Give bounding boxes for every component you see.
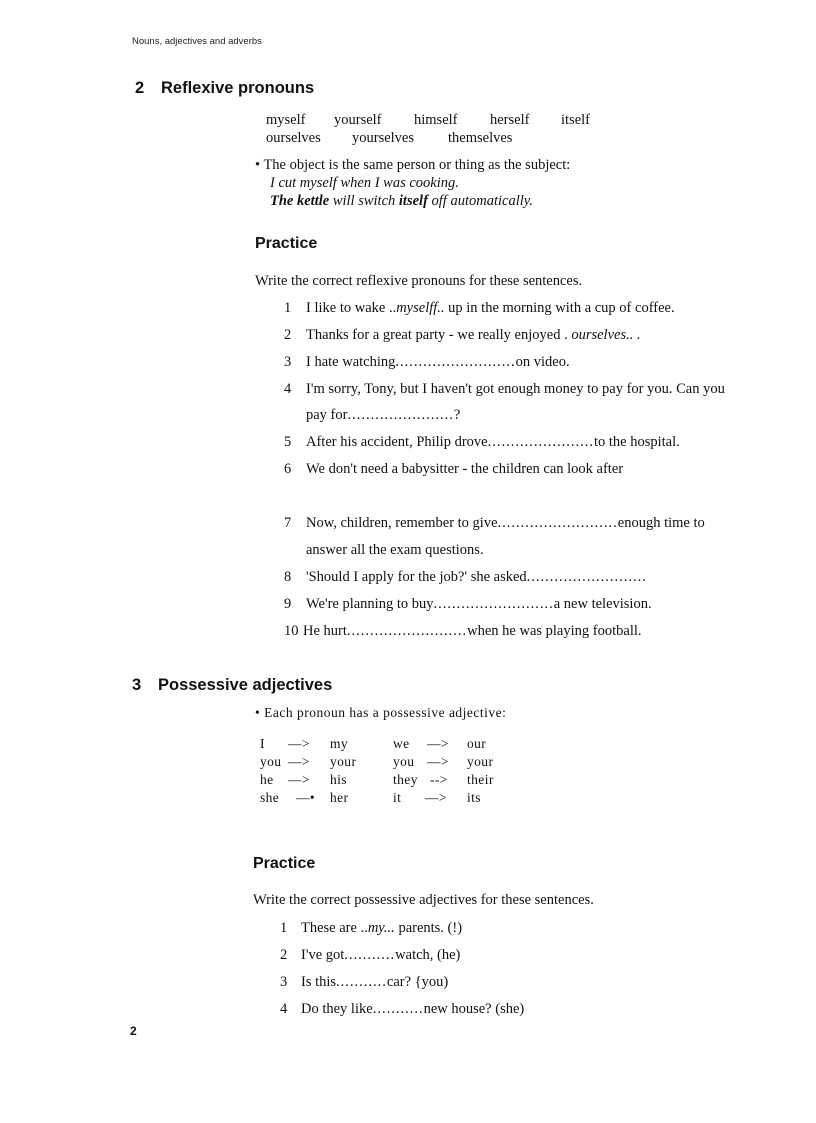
exercise-text-end: car? {you) <box>386 974 449 990</box>
answer-blank[interactable]: ........... <box>372 1001 424 1017</box>
table-cell: I <box>260 736 265 751</box>
practice-heading-1: Practice <box>255 235 318 252</box>
exercise-item <box>284 381 725 398</box>
exercise-text: These are .. <box>301 920 368 936</box>
exercise-text: I've got <box>301 947 345 963</box>
exercise-text: I hate watching <box>306 354 396 370</box>
exercise-text-end: a new television. <box>553 596 652 612</box>
example-sentence-1: I cut myself when I was cooking. <box>270 175 459 191</box>
example-subject: The kettle <box>270 193 330 209</box>
exercise-answer: ourselves.. . <box>571 327 641 343</box>
exercise-item-continued <box>284 407 460 424</box>
exercise-text-end: to the hospital. <box>593 434 680 450</box>
table-row <box>260 736 520 754</box>
exercise-number: 2 <box>280 947 288 963</box>
pronoun-themselves: themselves <box>448 130 513 146</box>
exercise-item <box>284 623 642 640</box>
exercise-text: We're planning to buy <box>306 596 434 612</box>
exercise-text: We don't need a babysitter - the children can look after <box>306 461 624 477</box>
exercise-item <box>280 974 448 991</box>
exercise-item <box>284 300 675 317</box>
pronoun-yourself: yourself <box>334 112 382 128</box>
exercise-text-end: new house? (she) <box>423 1001 525 1017</box>
pronoun-itself: itself <box>561 112 590 128</box>
exercise-text: answer all the exam questions. <box>306 542 484 558</box>
practice-instruction-2: Write the correct possessive adjectives for these sentences. <box>253 892 594 908</box>
answer-blank[interactable]: ........... <box>344 947 396 963</box>
pronoun-herself: herself <box>490 112 530 128</box>
exercise-text-end: ? <box>453 407 461 423</box>
exercise-number: 2 <box>284 327 292 343</box>
exercise-number: 7 <box>284 515 292 531</box>
exercise-text: 'Should I apply for the job?' she asked <box>306 569 527 585</box>
exercise-number: 4 <box>280 1001 288 1017</box>
table-cell: its <box>467 790 481 805</box>
answer-blank[interactable]: .......................... <box>433 596 554 612</box>
exercise-item <box>284 461 623 478</box>
rule-bullet: • The object is the same person or thing as the subject: <box>255 157 571 173</box>
arrow-cell: —> <box>288 772 310 787</box>
section-title: Possessive adjectives <box>158 676 333 694</box>
answer-blank[interactable]: ....................... <box>347 407 454 423</box>
table-cell: their <box>467 772 494 787</box>
section-title: Reflexive pronouns <box>161 79 315 97</box>
exercise-text-end: when he was playing football. <box>467 623 642 639</box>
practice-instruction-1: Write the correct reflexive pronouns for these sentences. <box>255 273 583 289</box>
example-sentence-2 <box>270 193 533 210</box>
exercise-number: 1 <box>284 300 292 316</box>
exercise-text: I like to wake .. <box>306 300 397 316</box>
table-cell: your <box>467 754 494 769</box>
exercise-number: 3 <box>284 354 292 370</box>
exercise-number: 1 <box>280 920 288 936</box>
section-number: 3 <box>132 676 142 694</box>
exercise-item <box>284 327 641 344</box>
exercise-answer: my... <box>367 920 395 936</box>
exercise-item <box>284 354 570 371</box>
exercise-number: 6 <box>284 461 292 477</box>
exercise-answer: myselff.. <box>396 300 445 316</box>
table-cell: you <box>393 754 415 769</box>
table-row <box>260 790 520 808</box>
exercise-text: Is this <box>301 974 337 990</box>
table-cell: they <box>393 772 418 787</box>
exercise-text: pay for <box>306 407 348 423</box>
answer-blank[interactable]: .......................... <box>497 515 618 531</box>
answer-blank[interactable]: .......................... <box>346 623 468 639</box>
exercise-item <box>280 947 460 964</box>
exercise-text-end: up in the morning with a cup of coffee. <box>444 300 675 316</box>
arrow-cell: —• <box>296 790 316 805</box>
exercise-item <box>284 569 647 586</box>
table-cell: she <box>260 790 280 805</box>
exercise-item <box>284 515 705 532</box>
practice-heading-2: Practice <box>253 855 316 872</box>
exercise-number: 8 <box>284 569 292 585</box>
section-2-heading <box>135 79 314 98</box>
exercise-number: 10 <box>284 623 299 639</box>
exercise-number: 4 <box>284 381 292 397</box>
table-cell: we <box>393 736 410 751</box>
pronoun-ourselves: ourselves <box>266 130 321 146</box>
exercise-text: I'm sorry, Tony, but I haven't got enough money to pay for you. Can you <box>306 381 725 397</box>
exercise-text-end: on video. <box>515 354 570 370</box>
exercise-number: 3 <box>280 974 288 990</box>
table-cell: your <box>330 754 357 769</box>
example-verb: will switch <box>329 193 399 209</box>
page-number: 2 <box>130 1024 137 1038</box>
pronoun-himself: himself <box>414 112 458 128</box>
exercise-text: Do they like <box>301 1001 373 1017</box>
table-cell: it <box>393 790 402 805</box>
exercise-text: After his accident, Philip drove <box>306 434 488 450</box>
arrow-cell: —> <box>288 736 310 751</box>
arrow-cell: —> <box>427 736 449 751</box>
arrow-cell: --> <box>430 772 448 787</box>
answer-blank[interactable]: .......................... <box>395 354 516 370</box>
exercise-item-continued <box>284 542 484 559</box>
exercise-item <box>280 1001 524 1018</box>
exercise-item <box>280 920 462 937</box>
arrow-cell: —> <box>427 754 449 769</box>
table-cell: he <box>260 772 274 787</box>
table-cell: you <box>260 754 282 769</box>
arrow-cell: —> <box>288 754 310 769</box>
table-cell: our <box>467 736 487 751</box>
answer-blank[interactable]: .......................... <box>526 569 647 585</box>
exercise-item <box>284 434 680 451</box>
exercise-item <box>284 596 652 613</box>
rule-bullet: • Each pronoun has a possessive adjective: <box>255 705 507 720</box>
exercise-text-end: watch, (he) <box>395 947 461 963</box>
pronoun-yourselves: yourselves <box>352 130 415 146</box>
table-cell: her <box>330 790 349 805</box>
table-cell: my <box>330 736 349 751</box>
pronoun-myself: myself <box>266 112 306 128</box>
exercise-text: Thanks for a great party - we really enjoyed . <box>306 327 572 343</box>
answer-blank[interactable]: ........... <box>336 974 387 990</box>
section-number: 2 <box>135 79 145 97</box>
exercise-text-end: enough time to <box>617 515 705 531</box>
exercise-text-end: parents. (!) <box>394 920 463 936</box>
exercise-number: 9 <box>284 596 292 612</box>
example-reflexive: itself <box>398 193 428 209</box>
exercise-text: He hurt <box>303 623 347 639</box>
table-cell: his <box>330 772 347 787</box>
exercise-number: 5 <box>284 434 292 450</box>
table-row <box>260 772 520 790</box>
possessive-table <box>260 736 520 808</box>
arrow-cell: —> <box>425 790 447 805</box>
running-header: Nouns, adjectives and adverbs <box>132 36 262 47</box>
example-rest: off automatically. <box>427 193 534 209</box>
answer-blank[interactable]: ....................... <box>487 434 594 450</box>
exercise-text: Now, children, remember to give <box>306 515 498 531</box>
section-3-heading <box>132 676 332 695</box>
table-row <box>260 754 520 772</box>
